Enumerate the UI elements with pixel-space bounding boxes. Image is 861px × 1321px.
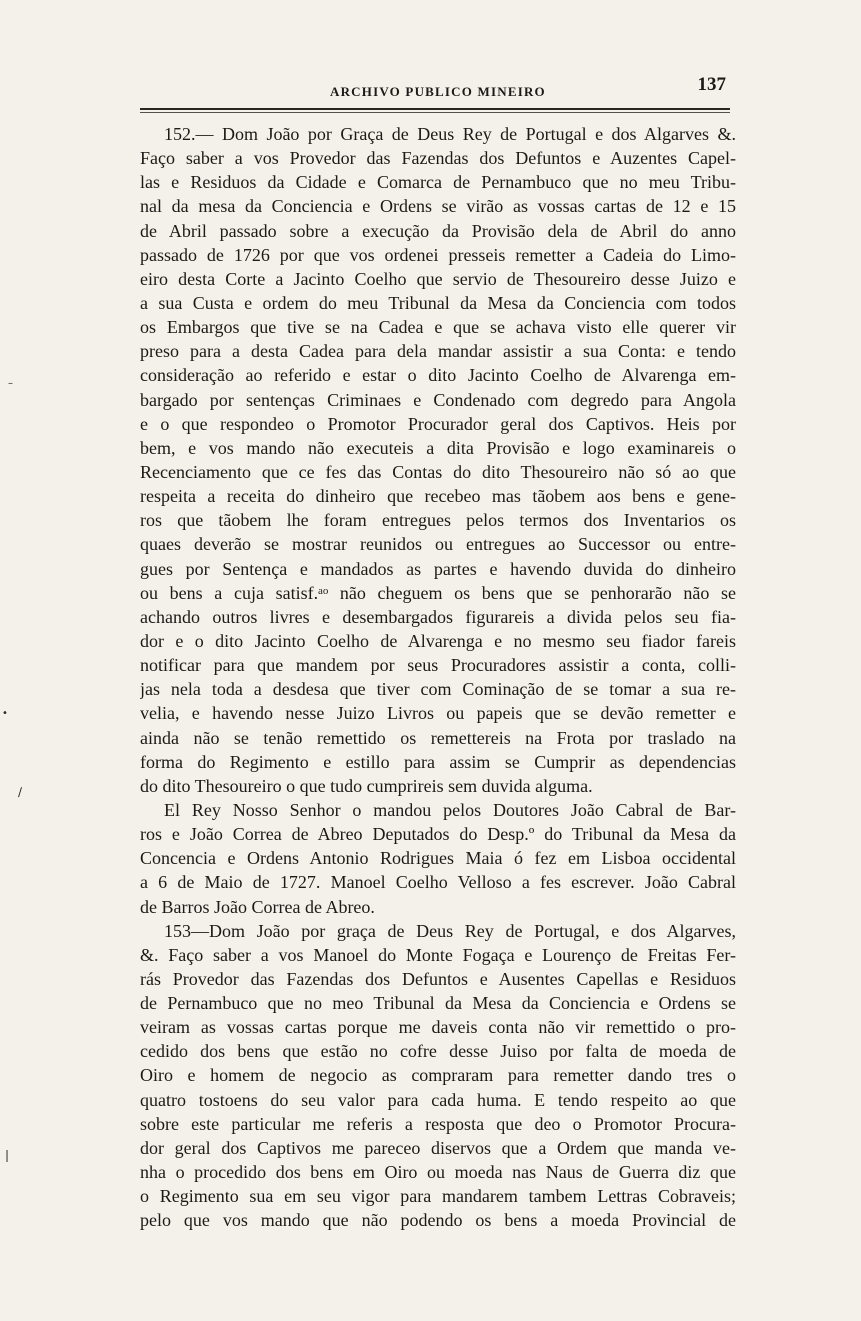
text-line: os Embargos que tive se na Cadea e que se achava visto elle querer vir <box>140 317 736 338</box>
header-rule <box>140 108 730 110</box>
margin-mark: – <box>8 378 13 389</box>
text-line: bargado por sentenças Criminaes e Condenado com degredo para Angola <box>140 389 736 410</box>
text-line: respeita a receita do dinheiro que recebeo mas tãobem aos bens e gene- <box>140 486 736 507</box>
text-line: de Pernambuco que no meo Tribunal da Mesa da Conciencia e Ordens se <box>140 993 736 1014</box>
text-line: 152.— Dom João por Graça de Deus Rey de Portugal e dos Algarves &. <box>164 124 736 144</box>
text-line: ros que tãobem lhe foram entregues pelos termos dos Inventarios os <box>140 510 736 531</box>
text-line: preso para a desta Cadea para dela mandar assistir a sua Conta: e tendo <box>140 341 736 362</box>
text-line: nha o procedido dos bens em Oiro ou moeda nas Naus de Guerra diz que <box>140 1162 736 1183</box>
text-line: bem, e vos mando não executeis a dita Provisão e logo examinareis o <box>140 437 736 458</box>
text-line: ros e João Correa de Abreo Deputados do Desp.º do Tribunal da Mesa da <box>140 824 736 845</box>
header-rule-thin <box>140 112 730 113</box>
text-line: o Regimento sua em seu vigor para mandarem tambem Lettras Cobraveis; <box>140 1186 736 1207</box>
text-line: eiro desta Corte a Jacinto Coelho que servio de Thesoureiro desse Juizo e <box>140 268 736 289</box>
text-line: a 6 de Maio de 1727. Manoel Coelho Velloso a fes escrever. João Cabral <box>140 872 736 893</box>
text-line: dor e o dito Jacinto Coelho de Alvarenga e no mesmo seu fiador fareis <box>140 630 736 651</box>
text-line: pelo que vos mando que não podendo os bens a moeda Provincial de <box>140 1210 736 1231</box>
page-header <box>140 74 732 104</box>
text-line: do dito Thesoureiro o que tudo cumprireis sem duvida alguma. <box>140 775 593 796</box>
text-line: dor geral dos Captivos me pareceo diservos que a Ordem que manda ve- <box>140 1137 736 1158</box>
text-line: de Barros João Correa de Abreo. <box>140 896 375 917</box>
text-line: gues por Sentença e mandados as partes e havendo duvida do dinheiro <box>140 558 736 579</box>
page-number: 137 <box>697 74 726 95</box>
text-line: veiram as vossas cartas porque me daveis conta não vir remettido o pro- <box>140 1017 736 1038</box>
text-line: velia, e havendo nesse Juizo Livros ou papeis que se devão remetter e <box>140 703 736 724</box>
text-line: rás Provedor das Fazendas dos Defuntos e Ausentes Capellas e Residuos <box>140 968 736 989</box>
text-line: Oiro e homem de negocio as compraram para remetter dando tres o <box>140 1065 736 1086</box>
text-line: quatro tostoens do seu valor para cada huma. E tendo respeito ao que <box>140 1089 736 1110</box>
text-line: ainda não se tenão remettido os remettereis na Frota por traslado na <box>140 727 736 748</box>
margin-mark: ❘ <box>2 1148 13 1162</box>
body-text <box>140 122 736 1232</box>
running-title: ARCHIVO PUBLICO MINEIRO <box>330 84 546 99</box>
text-line: passado de 1726 por que vos ordenei presseis remetter a Cadeia do Limo- <box>140 244 736 265</box>
text-line: achando outros livres e desembargados figurareis a divida pelos seu fia- <box>140 606 736 627</box>
text-line: de Abril passado sobre a execução da Provisão dela de Abril do anno <box>140 220 736 241</box>
text-line: forma do Regimento e estillo para assim se Cumprir as dependencias <box>140 751 736 772</box>
text-line: cedido dos bens que estão no cofre desse Juiso por falta de moeda de <box>140 1041 736 1062</box>
text-line: ou bens a cuja satisf.ᵃᵒ não cheguem os bens que se penhorarão não se <box>140 582 736 603</box>
text-line: quaes deverão se mostrar reunidos ou entregues ao Successor ou entre- <box>140 534 736 555</box>
text-line: e o que respondeo o Promotor Procurador geral dos Captivos. Heis por <box>140 413 736 434</box>
margin-mark: ∕ <box>18 785 23 799</box>
text-line: consideração ao referido e estar o dito Jacinto Coelho de Alvarenga em- <box>140 365 736 386</box>
text-line: nal da mesa da Conciencia e Ordens se virão as vossas cartas de 12 e 15 <box>140 196 736 217</box>
text-line: Recenciamento que ce fes das Contas do dito Thesoureiro não só ao que <box>140 461 736 482</box>
margin-mark: • <box>2 708 8 719</box>
text-line: Concencia e Ordens Antonio Rodrigues Maia ó fez em Lisboa occidental <box>140 848 736 869</box>
text-line: las e Residuos da Cidade e Comarca de Pernambuco que no meu Tribu- <box>140 172 736 193</box>
text-line: Faço saber a vos Provedor das Fazendas dos Defuntos e Auzentes Capel- <box>140 148 736 169</box>
text-line: sobre este particular me referis a resposta que deo o Promotor Procura- <box>140 1113 736 1134</box>
text-line: a sua Custa e ordem do meu Tribunal da Mesa da Conciencia com todos <box>140 292 736 313</box>
text-line: 153—Dom João por graça de Deus Rey de Portugal, e dos Algarves, <box>164 920 736 941</box>
text-line: notificar para que mandem por seus Procuradores assistir a conta, colli- <box>140 655 736 676</box>
text-line: El Rey Nosso Senhor o mandou pelos Doutores João Cabral de Bar- <box>164 799 736 820</box>
text-line: &. Faço saber a vos Manoel do Monte Fogaça e Lourenço de Freitas Fer- <box>140 944 736 965</box>
text-line: jas nela toda a desdesa que tiver com Cominação de se tomar a sua re- <box>140 679 736 700</box>
